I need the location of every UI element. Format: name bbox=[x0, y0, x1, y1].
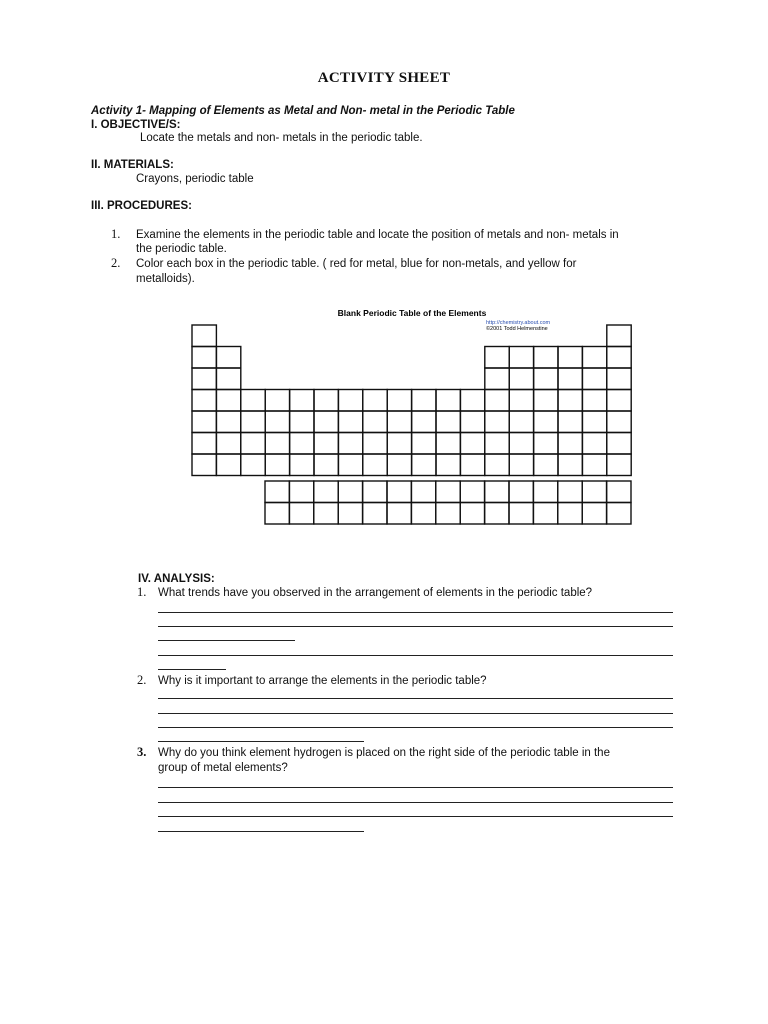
element-cell[interactable] bbox=[582, 347, 606, 369]
materials-text: Crayons, periodic table bbox=[136, 173, 254, 185]
element-cell[interactable] bbox=[387, 411, 411, 433]
periodic-table-copyright: ©2001 Todd Helmenstine bbox=[486, 326, 548, 332]
procedure-text: Color each box in the periodic table. ( red for metal, blue for non-metals, and yellow for bbox=[136, 258, 577, 270]
element-cell[interactable] bbox=[314, 411, 338, 433]
element-cell[interactable] bbox=[265, 454, 289, 476]
objective-text: Locate the metals and non- metals in the periodic table. bbox=[140, 132, 423, 144]
element-cell[interactable] bbox=[534, 347, 558, 369]
element-cell[interactable] bbox=[607, 411, 631, 433]
element-cell[interactable] bbox=[363, 433, 387, 455]
f-block-cell[interactable] bbox=[363, 481, 387, 503]
f-block-cell[interactable] bbox=[533, 503, 557, 525]
f-block-cell[interactable] bbox=[314, 503, 338, 525]
element-cell[interactable] bbox=[534, 390, 558, 412]
element-cell[interactable] bbox=[387, 433, 411, 455]
element-cell[interactable] bbox=[534, 454, 558, 476]
element-cell[interactable] bbox=[607, 454, 631, 476]
element-cell[interactable] bbox=[387, 390, 411, 412]
f-block-cell[interactable] bbox=[338, 481, 362, 503]
f-block-cell[interactable] bbox=[509, 481, 533, 503]
element-cell[interactable] bbox=[216, 433, 240, 455]
question-text: Why do you think element hydrogen is placed on the right side of the periodic table in the bbox=[158, 747, 610, 759]
f-block-cell[interactable] bbox=[485, 481, 509, 503]
element-cell[interactable] bbox=[460, 411, 484, 433]
element-cell[interactable] bbox=[534, 433, 558, 455]
element-cell[interactable] bbox=[509, 347, 533, 369]
f-block-cell[interactable] bbox=[533, 481, 557, 503]
element-cell[interactable] bbox=[241, 454, 265, 476]
element-cell[interactable] bbox=[314, 390, 338, 412]
element-cell[interactable] bbox=[460, 433, 484, 455]
element-cell[interactable] bbox=[192, 454, 216, 476]
element-cell[interactable] bbox=[436, 433, 460, 455]
element-cell[interactable] bbox=[314, 433, 338, 455]
element-cell[interactable] bbox=[412, 454, 436, 476]
answer-line[interactable] bbox=[158, 612, 673, 613]
element-cell[interactable] bbox=[558, 433, 582, 455]
element-cell[interactable] bbox=[485, 390, 509, 412]
element-cell[interactable] bbox=[265, 390, 289, 412]
f-block-cell[interactable] bbox=[314, 481, 338, 503]
element-cell[interactable] bbox=[607, 390, 631, 412]
analysis-heading: IV. ANALYSIS: bbox=[138, 573, 215, 585]
element-cell[interactable] bbox=[265, 411, 289, 433]
element-cell[interactable] bbox=[241, 411, 265, 433]
element-cell[interactable] bbox=[412, 433, 436, 455]
element-cell[interactable] bbox=[241, 433, 265, 455]
question-number: 3. bbox=[137, 745, 147, 759]
activity-heading: Activity 1- Mapping of Elements as Metal and Non- metal in the Periodic Table bbox=[91, 105, 515, 117]
f-block-cell[interactable] bbox=[338, 503, 362, 525]
element-cell[interactable] bbox=[582, 454, 606, 476]
procedure-text: Examine the elements in the periodic table and locate the position of metals and non- metals in bbox=[136, 229, 619, 241]
element-cell[interactable] bbox=[436, 411, 460, 433]
element-cell[interactable] bbox=[241, 390, 265, 412]
question-number: 2. bbox=[137, 673, 147, 687]
answer-line[interactable] bbox=[158, 802, 673, 803]
answer-line[interactable] bbox=[158, 713, 673, 714]
f-block-cell[interactable] bbox=[460, 503, 484, 525]
element-cell[interactable] bbox=[290, 454, 314, 476]
f-block-cell[interactable] bbox=[387, 503, 411, 525]
answer-line[interactable] bbox=[158, 698, 673, 699]
question-text: group of metal elements? bbox=[158, 762, 288, 774]
element-cell[interactable] bbox=[192, 411, 216, 433]
element-cell[interactable] bbox=[460, 454, 484, 476]
f-block-cell[interactable] bbox=[387, 481, 411, 503]
element-cell[interactable] bbox=[338, 454, 362, 476]
question-text: What trends have you observed in the arrangement of elements in the periodic table? bbox=[158, 587, 593, 599]
element-cell[interactable] bbox=[412, 390, 436, 412]
answer-line[interactable] bbox=[158, 640, 295, 641]
element-cell[interactable] bbox=[192, 368, 216, 390]
procedure-number: 1. bbox=[111, 227, 121, 241]
objective-heading: I. OBJECTIVE/S: bbox=[91, 119, 181, 131]
f-block-cell[interactable] bbox=[265, 481, 289, 503]
periodic-table-title: Blank Periodic Table of the Elements bbox=[337, 308, 487, 318]
answer-line[interactable] bbox=[158, 727, 673, 728]
f-block-cell[interactable] bbox=[607, 503, 631, 525]
element-cell[interactable] bbox=[192, 390, 216, 412]
element-cell[interactable] bbox=[582, 390, 606, 412]
element-cell[interactable] bbox=[216, 390, 240, 412]
procedure-text: the periodic table. bbox=[136, 243, 227, 255]
element-cell[interactable] bbox=[558, 368, 582, 390]
element-cell[interactable] bbox=[338, 411, 362, 433]
element-cell[interactable] bbox=[216, 368, 240, 390]
element-cell[interactable] bbox=[363, 454, 387, 476]
element-cell[interactable] bbox=[485, 368, 509, 390]
answer-line[interactable] bbox=[158, 741, 364, 742]
element-cell[interactable] bbox=[216, 411, 240, 433]
element-cell[interactable] bbox=[216, 347, 240, 369]
element-cell[interactable] bbox=[485, 454, 509, 476]
procedures-heading: III. PROCEDURES: bbox=[91, 200, 192, 212]
answer-line[interactable] bbox=[158, 626, 673, 627]
element-cell[interactable] bbox=[192, 325, 216, 347]
element-cell[interactable] bbox=[485, 347, 509, 369]
f-block-cell[interactable] bbox=[558, 481, 582, 503]
element-cell[interactable] bbox=[387, 454, 411, 476]
page-title: ACTIVITY SHEET bbox=[317, 70, 451, 86]
element-cell[interactable] bbox=[558, 411, 582, 433]
f-block-cell[interactable] bbox=[460, 481, 484, 503]
answer-line[interactable] bbox=[158, 787, 673, 788]
element-cell[interactable] bbox=[290, 411, 314, 433]
element-cell[interactable] bbox=[509, 368, 533, 390]
f-block-cell[interactable] bbox=[607, 481, 631, 503]
element-cell[interactable] bbox=[582, 433, 606, 455]
answer-line[interactable] bbox=[158, 816, 673, 817]
f-block-cell[interactable] bbox=[289, 503, 313, 525]
element-cell[interactable] bbox=[607, 433, 631, 455]
element-cell[interactable] bbox=[485, 433, 509, 455]
question-number: 1. bbox=[137, 585, 147, 599]
element-cell[interactable] bbox=[509, 454, 533, 476]
element-cell[interactable] bbox=[290, 390, 314, 412]
procedure-number: 2. bbox=[111, 256, 121, 270]
element-cell[interactable] bbox=[192, 433, 216, 455]
f-block-cell[interactable] bbox=[436, 503, 460, 525]
element-cell[interactable] bbox=[607, 368, 631, 390]
element-cell[interactable] bbox=[558, 454, 582, 476]
element-cell[interactable] bbox=[509, 411, 533, 433]
element-cell[interactable] bbox=[534, 368, 558, 390]
f-block-cell[interactable] bbox=[411, 503, 435, 525]
f-block-cell[interactable] bbox=[289, 481, 313, 503]
f-block-cell[interactable] bbox=[363, 503, 387, 525]
element-cell[interactable] bbox=[436, 390, 460, 412]
answer-line[interactable] bbox=[158, 655, 673, 656]
f-block-cell[interactable] bbox=[509, 503, 533, 525]
element-cell[interactable] bbox=[509, 390, 533, 412]
element-cell[interactable] bbox=[314, 454, 338, 476]
element-cell[interactable] bbox=[582, 368, 606, 390]
element-cell[interactable] bbox=[558, 347, 582, 369]
materials-heading: II. MATERIALS: bbox=[91, 159, 174, 171]
f-block-cell[interactable] bbox=[582, 503, 606, 525]
element-cell[interactable] bbox=[607, 325, 631, 347]
answer-line[interactable] bbox=[158, 831, 364, 832]
f-block-cell[interactable] bbox=[436, 481, 460, 503]
f-block-cell[interactable] bbox=[485, 503, 509, 525]
question-text: Why is it important to arrange the elements in the periodic table? bbox=[158, 675, 487, 687]
element-cell[interactable] bbox=[338, 390, 362, 412]
f-block-cell[interactable] bbox=[265, 503, 289, 525]
element-cell[interactable] bbox=[436, 454, 460, 476]
f-block-cell[interactable] bbox=[582, 481, 606, 503]
answer-line[interactable] bbox=[158, 669, 226, 670]
element-cell[interactable] bbox=[216, 454, 240, 476]
element-cell[interactable] bbox=[363, 411, 387, 433]
element-cell[interactable] bbox=[412, 411, 436, 433]
element-cell[interactable] bbox=[582, 411, 606, 433]
procedure-text: metalloids). bbox=[136, 273, 195, 285]
f-block-cell[interactable] bbox=[411, 481, 435, 503]
element-cell[interactable] bbox=[534, 411, 558, 433]
element-cell[interactable] bbox=[607, 347, 631, 369]
element-cell[interactable] bbox=[485, 411, 509, 433]
element-cell[interactable] bbox=[290, 433, 314, 455]
f-block-cell[interactable] bbox=[558, 503, 582, 525]
element-cell[interactable] bbox=[192, 347, 216, 369]
periodic-table-source: http://chemistry.about.com bbox=[486, 320, 551, 326]
element-cell[interactable] bbox=[509, 433, 533, 455]
element-cell[interactable] bbox=[363, 390, 387, 412]
element-cell[interactable] bbox=[460, 390, 484, 412]
element-cell[interactable] bbox=[265, 433, 289, 455]
element-cell[interactable] bbox=[558, 390, 582, 412]
element-cell[interactable] bbox=[338, 433, 362, 455]
